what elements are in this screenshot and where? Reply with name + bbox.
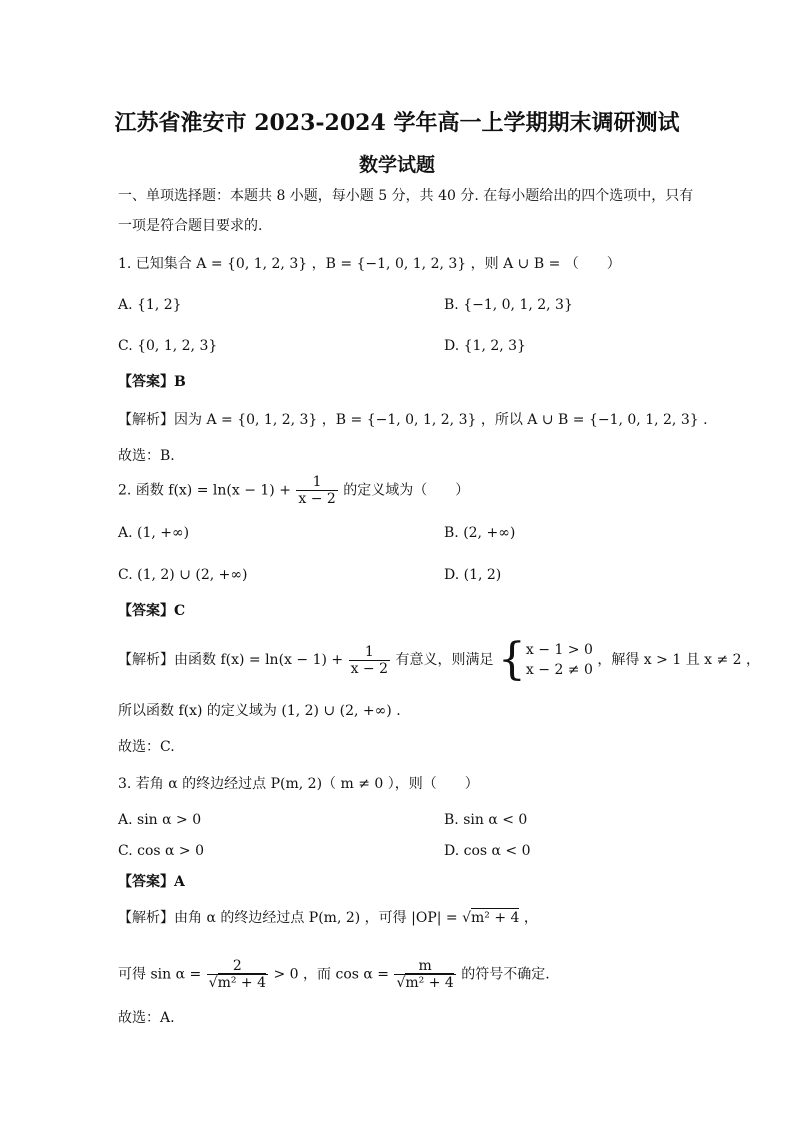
q3-analysis-2 <box>118 958 550 991</box>
q3-analysis-2-pre: 可得 sin α = <box>118 966 202 983</box>
q3-option-a: A. sin α > 0 <box>118 812 202 828</box>
q2-system-row-2: x − 2 ≠ 0 <box>525 662 593 678</box>
q2-option-b: B. (2, +∞) <box>444 525 516 541</box>
q3-sin-fraction-numerator: 2 <box>207 958 268 975</box>
sqrt-icon: √ <box>396 975 406 991</box>
section-intro-line-2: 一项是符合题目要求的. <box>118 218 263 234</box>
sqrt-icon: √ <box>462 910 472 926</box>
q3-option-c: C. cos α > 0 <box>118 843 205 859</box>
q1-conclusion: 故选：B. <box>118 448 175 464</box>
q1-answer: 【答案】B <box>118 374 186 390</box>
q3-conclusion: 故选：A. <box>118 1010 175 1026</box>
q2-analysis-fraction <box>349 644 390 677</box>
q2-conclusion: 故选：C. <box>118 739 175 755</box>
q1-option-a: A. {1, 2} <box>118 297 182 313</box>
q3-radicand: m² + 4 <box>471 910 520 926</box>
q2-option-a: A. (1, +∞) <box>118 525 190 541</box>
q2-inequality-system <box>497 634 593 685</box>
q2-analysis-mid: 有意义，则满足 <box>395 652 494 668</box>
q3-cos-radicand: m² + 4 <box>405 975 454 991</box>
q2-fraction-numerator: 1 <box>296 474 337 491</box>
q3-cos-fraction-numerator: m <box>394 958 455 975</box>
q3-analysis-2-mid: > 0 ，而 cos α = <box>273 966 390 983</box>
q2-analysis-fraction-numerator: 1 <box>349 644 390 661</box>
q3-analysis-1 <box>118 908 538 928</box>
q2-analysis-2: 所以函数 f(x) 的定义域为 (1, 2) ∪ (2, +∞) . <box>118 703 401 719</box>
q3-analysis-1-post: ， <box>523 910 538 926</box>
q3-sin-radicand: m² + 4 <box>217 975 267 991</box>
section-intro-line-1: 一、单项选择题：本题共 8 小题，每小题 5 分，共 40 分. 在每小题给出的四个选项中，只有 <box>118 188 694 204</box>
q3-cos-fraction-denominator <box>394 975 455 991</box>
q2-stem-post: 的定义域为（ ） <box>343 482 470 499</box>
q2-stem <box>118 474 469 507</box>
q1-option-b: B. {−1, 0, 1, 2, 3} <box>444 297 573 313</box>
q3-sin-fraction-denominator <box>207 975 268 991</box>
q2-analysis-post: ，解得 x > 1 且 x ≠ 2 ， <box>597 652 761 668</box>
left-brace-icon: { <box>497 634 526 685</box>
q3-sin-fraction <box>207 958 268 991</box>
q2-option-c: C. (1, 2) ∪ (2, +∞) <box>118 567 248 583</box>
q3-stem: 3. 若角 α 的终边经过点 P(m, 2)（ m ≠ 0 ），则（ ） <box>118 776 479 792</box>
q3-option-b: B. sin α < 0 <box>444 812 528 828</box>
q3-answer: 【答案】A <box>118 874 185 890</box>
q2-fraction-denominator: x − 2 <box>298 491 336 507</box>
q3-option-d: D. cos α < 0 <box>444 843 531 859</box>
q3-analysis-2-post: 的符号不确定. <box>461 966 550 983</box>
q2-analysis <box>118 634 761 685</box>
page-title: 江苏省淮安市 2023-2024 学年高一上学期期末调研测试 <box>114 110 680 136</box>
q1-option-c: C. {0, 1, 2, 3} <box>118 338 218 354</box>
q3-cos-fraction <box>394 958 455 991</box>
q2-stem-pre: 2. 函数 f(x) = ln(x − 1) + <box>118 482 291 499</box>
q2-analysis-pre: 【解析】由函数 f(x) = ln(x − 1) + <box>118 652 344 668</box>
q2-answer: 【答案】C <box>118 603 186 619</box>
sqrt-icon: √ <box>208 975 218 991</box>
q2-fraction <box>296 474 337 507</box>
q1-stem: 1. 已知集合 A = {0, 1, 2, 3} ，B = {−1, 0, 1, 2, 3} ，则 A ∪ B = （ ） <box>118 256 621 272</box>
q2-analysis-fraction-denominator: x − 2 <box>350 660 389 677</box>
q3-analysis-1-pre: 【解析】由角 α 的终边经过点 P(m, 2) ，可得 |OP| = <box>118 910 458 926</box>
page-subtitle: 数学试题 <box>358 154 435 176</box>
q1-analysis: 【解析】因为 A = {0, 1, 2, 3} ，B = {−1, 0, 1, 2, 3} ，所以 A ∪ B = {−1, 0, 1, 2, 3} . <box>118 412 708 428</box>
q2-system-row-1: x − 1 > 0 <box>525 642 593 658</box>
q2-option-d: D. (1, 2) <box>444 567 502 583</box>
q1-option-d: D. {1, 2, 3} <box>444 338 526 354</box>
